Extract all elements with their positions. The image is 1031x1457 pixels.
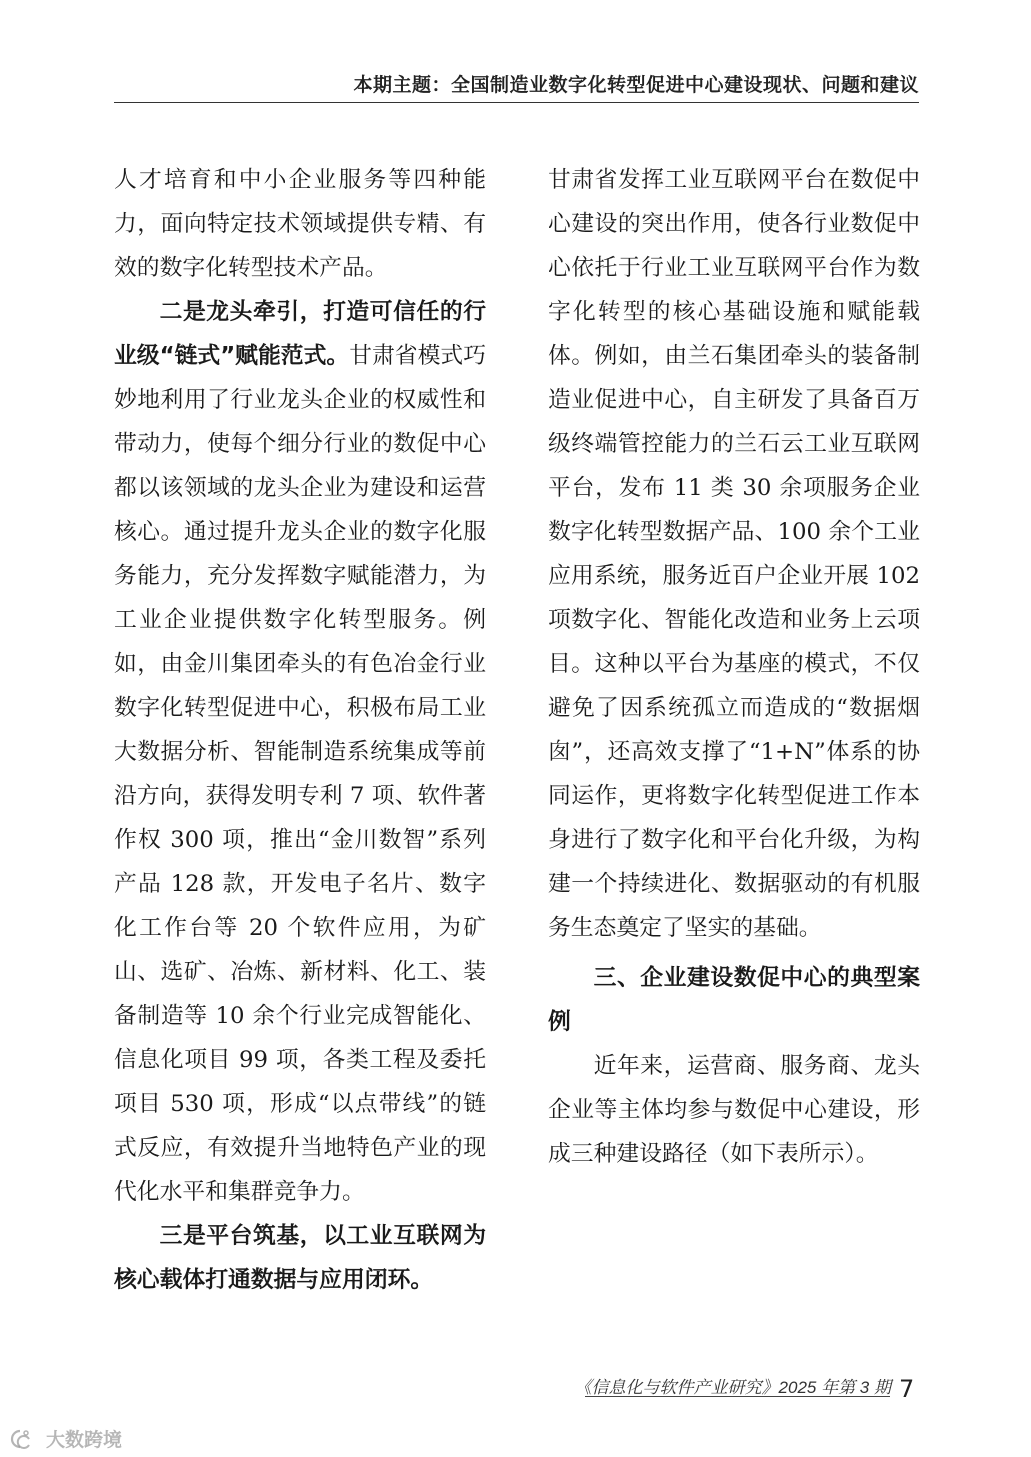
watermark-text: 大数跨境 — [46, 1429, 123, 1451]
journal-footer: 《信息化与软件产业研究》2025 年第 3 期 — [574, 1378, 891, 1397]
watermark — [10, 1425, 122, 1452]
right-column — [548, 158, 920, 1176]
running-header: 本期主题：全国制造业数字化转型促进中心建设现状、问题和建议 — [353, 74, 919, 96]
paragraph-continued: 人才培育和中小企业服务等四种能力，面向特定技术领域提供专精、有效的数字化转型技术产品。 — [114, 167, 486, 281]
left-column — [114, 158, 486, 1302]
footer-divider — [585, 1396, 890, 1397]
section-heading: 三、企业建设数促中心的典型案例 — [548, 965, 920, 1035]
paragraph-body: 甘肃省模式巧妙地利用了行业龙头企业的权威性和带动力，使每个细分行业的数促中心都以该领域的龙头企业为建设和运营核心。通过提升龙头企业的数字化服务能力，充分发挥数字赋能潜力，为工业企业提供数字化转型服务。例如，由金川集团牵头的有色冶金行业数字化转型促进中心，积极布局工业大数据分析、智能制造系统集成等前沿方向，获得发明专利 7 项、软件著作权 300 项，推出“金川数智”系列产品 128 款，开发电子名片、数字化工作台等 20 个软件应用，为矿山、选矿、冶炼、新材料、化工、装备制造等 10 余个行业完成智能化、信息化项目 99 项，各类工程及委托项目 530 项，形成“以点带线”的链式反应，有效提升当地特色产业的现代化水平和集群竞争力。 — [114, 343, 487, 1205]
paragraph-lead-heading: 二是龙头牵引，打造可信任的行业级“链式”赋能范式。 — [114, 299, 486, 369]
paragraph-leading-enterprise — [114, 290, 486, 1214]
header-divider — [114, 102, 919, 103]
watermark-logo-icon — [10, 1428, 40, 1450]
paragraph-intro-cases: 近年来，运营商、服务商、龙头企业等主体均参与数促中心建设，形成三种建设路径（如下表所示）。 — [548, 1053, 920, 1167]
page-number: 7 — [899, 1375, 915, 1403]
paragraph-platform-body: 甘肃省发挥工业互联网平台在数促中心建设的突出作用，使各行业数促中心依托于行业工业互联网平台作为数字化转型的核心基础设施和赋能载体。例如，由兰石集团牵头的装备制造业促进中心，自主研发了具备百万级终端管控能力的兰石云工业互联网平台，发布 11 类 30 余项服务企业数字化转型数据产品、100 余个工业应用系统，服务近百户企业开展 102 项数字化、智能化改造和业务上云项目。这种以平台为基座的模式，不仅避免了因系统孤立而造成的“数据烟囱”，还高效支撑了“1+N”体系的协同运作，更将数字化转型促进工作本身进行了数字化和平台化升级，为构建一个持续进化、数据驱动的有机服务生态奠定了坚实的基础。 — [548, 167, 920, 941]
paragraph-platform-heading: 三是平台筑基，以工业互联网为核心载体打通数据与应用闭环。 — [114, 1223, 486, 1293]
